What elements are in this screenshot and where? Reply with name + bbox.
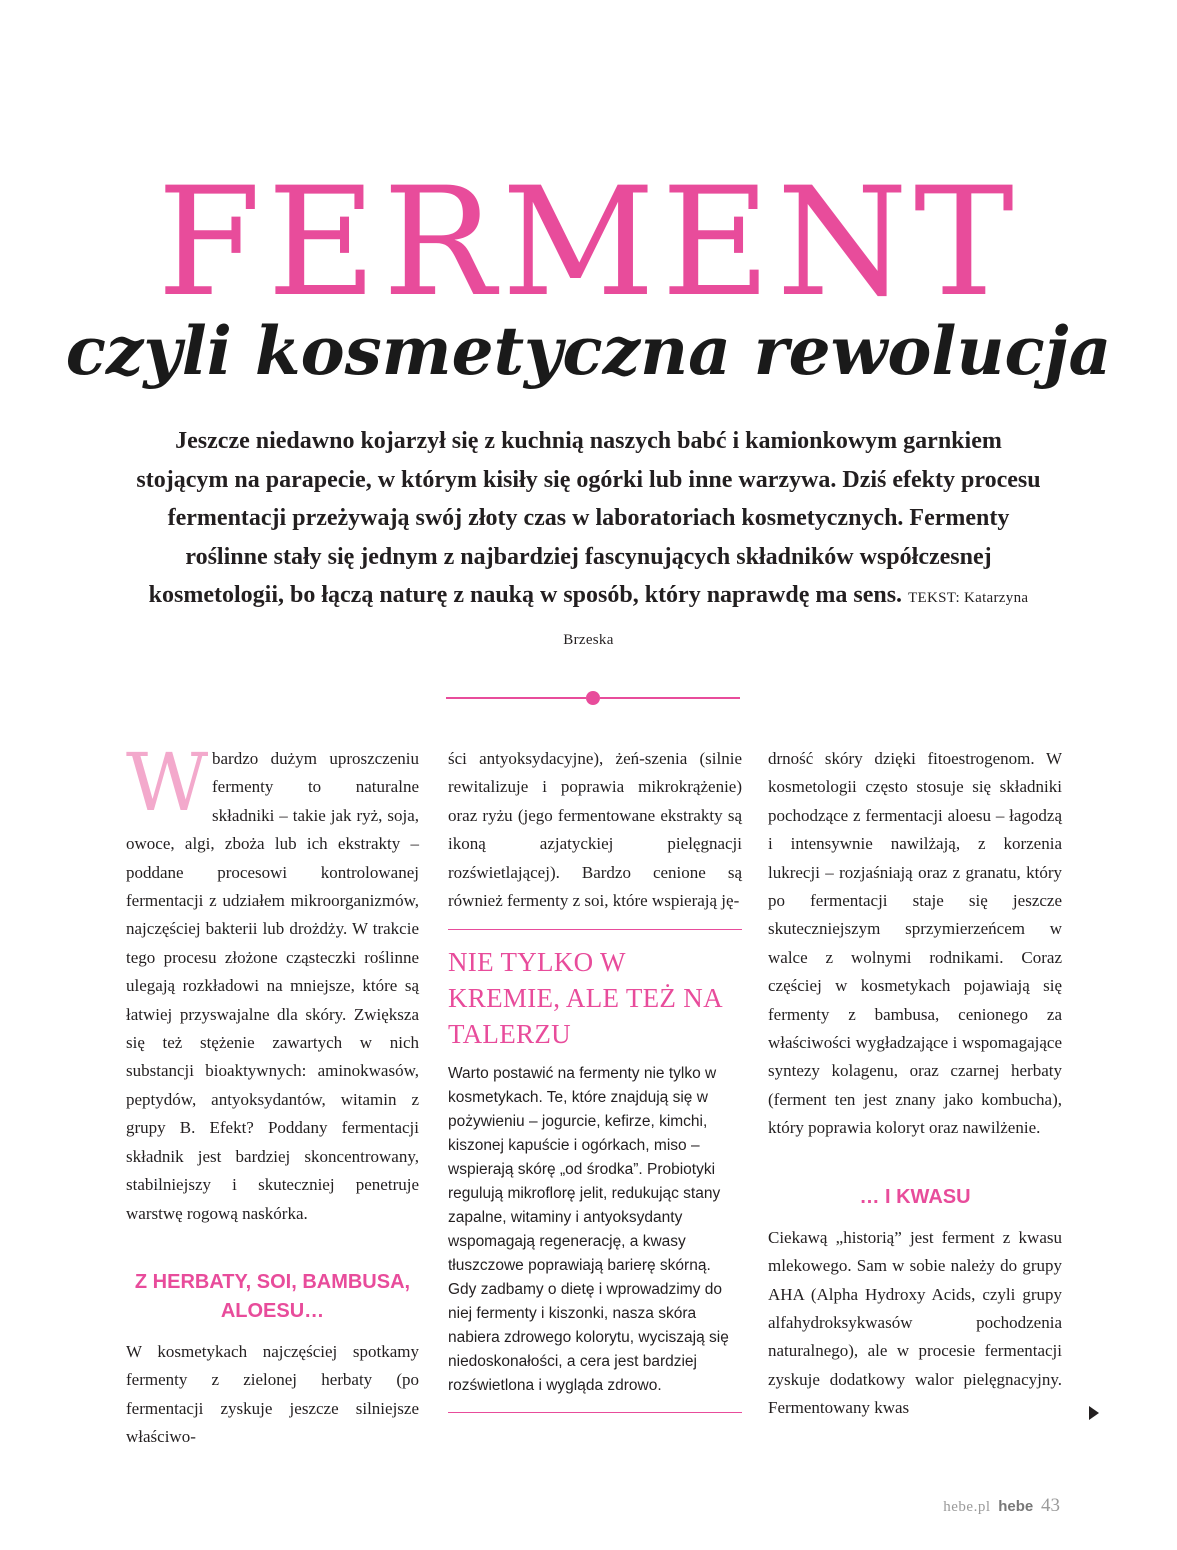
article-lead [130,422,1047,659]
box-rule-bottom [448,1412,742,1413]
divider-dot-icon [586,691,600,705]
dropcap: W [126,736,209,829]
paragraph-herbaty: W kosmetykach najczęściej spotkamy fermenty z zielonej herbaty (po fermentacji zyskuje jeszcze silniejsze właściwo- [126,1341,419,1447]
page-footer [943,1495,1060,1517]
footer-site: hebe.pl [943,1499,991,1515]
lead-text: Jeszcze niedawno kojarzył się z kuchnią naszych babć i kamionkowym garnkiem stojącym na parapecie, w którym kisiły się ogórki lub inne warzywa. Dziś efekty procesu fermentacji przeżywają swój złoty czas w laboratoriach kosmetycznych. Fermenty roślinne stały się jednym z najbardziej fascynujących składników współczesnej kosmetologii, bo łączą naturę z nauką w sposób, który naprawdę ma sens. [136,428,1041,608]
box-rule-top [448,929,742,930]
page-number: 43 [1041,1495,1060,1516]
column-3 [768,745,1062,1423]
continue-arrow-icon [1089,1406,1099,1420]
intro-paragraph: bardzo dużym uproszczeniu fermenty to naturalne składniki – takie jak ryż, soja, owoce, algi, zboża lub ich ekstrakty – poddane procesowi kontrolowanej fermentacji z udziałem mikroorganizmów, najczęściej bakterii lub drożdży. W trakcie tego procesu złożone cząsteczki roślinne ulegają rozkładowi na mniejsze, które są łatwiej przyswajalne dla skóry. Zwiększa się też stężenie zawartych w nich substancji bioaktywnych: aminokwasów, peptydów, antyoksydantów, witamin z grupy B. Efekt? Poddany fermentacji składnik jest bardziej skoncentrowany, stabilniejszy i skuteczniej penetruje warstwę rogową naskórka. [126,749,419,1223]
paragraph-continued: ści antyoksydacyjne), żeń-szenia (silnie rewitalizuje i poprawia mikrokrążenie) oraz ryżu (jego fermentowane ekstrakty są ikoną azjatyckiej pielęgnacji rozświetlającej). Bardzo cenione są również fermenty z soi, które wspierają ję- [448,749,742,911]
divider-line-left [446,697,586,699]
divider-line-right [600,697,740,699]
column-2 [448,745,742,1427]
footer-brand-logo: hebe [998,1498,1034,1515]
section-divider [446,697,740,699]
section-heading-kwasu: … I KWASU [859,1185,971,1208]
article-title: FERMENT [157,156,1020,330]
paragraph-kwasu: Ciekawą „historią” jest ferment z kwasu mlekowego. Sam w sobie należy do grupy AHA (Alpha Hydroxy Acids, czyli grupy alfahydroksykwasów pochodzenia naturalnego), ale w procesie fermentacji zyskuje dodatkowy walor pielęgnacyjny. Fermentowany kwas [768,1227,1062,1418]
article-subtitle: czyli kosmetyczna rewolucja [65,312,1112,390]
column-1 [126,736,419,1452]
sidebar-box-heading: NIE TYLKO W KREMIE, ALE TEŻ NA TALERZU [448,947,722,1050]
section-heading-herbaty: Z HERBATY, SOI, BAMBUSA, ALOESU… [134,1270,411,1322]
sidebar-box-text: Warto postawić na fermenty nie tylko w kosmetykach. Te, które znajdują się w pożywieniu – jogurcie, kefirze, kimchi, kiszonej kapuście i ogórkach, miso – wspierają skórę „od środka”. Probiotyki regulują mikroflorę jelit, redukując stany zapalne, witaminy i antyoksydanty wspomagają regenerację, a kwasy tłuszczowe poprawiają barierę skórną. Gdy zadbamy o dietę i wprowadzimy do niej fermenty i kiszonki, nasza skóra nabiera zdrowego kolorytu, wyciszają się niedoskonałości, a cera jest bardziej rozświetlona i wygląda zdrowo. [448,1065,729,1395]
author-credit: TEKST: Katarzyna Brzeska [563,590,1029,648]
paragraph-fitoestrogeny: drność skóry dzięki fitoestrogenom. W kosmetologii często stosuje się składniki pochodzące z fermentacji aloesu – łagodzą i intensywnie nawilżają, z korzenia lukrecji – rozjaśniają oraz z granatu, który po fermentacji staje się jeszcze skuteczniejszym sprzymierzeńcem w walce z wolnymi rodnikami. Coraz częściej w kosmetykach pojawiają się fermenty z bambusa, cenionego za właściwości wygładzające i wspomagające syntezy kolagenu, oraz czarnej herbaty (ferment ten jest znany jako kombucha), który poprawia koloryt oraz nawilżenie. [768,749,1062,1138]
